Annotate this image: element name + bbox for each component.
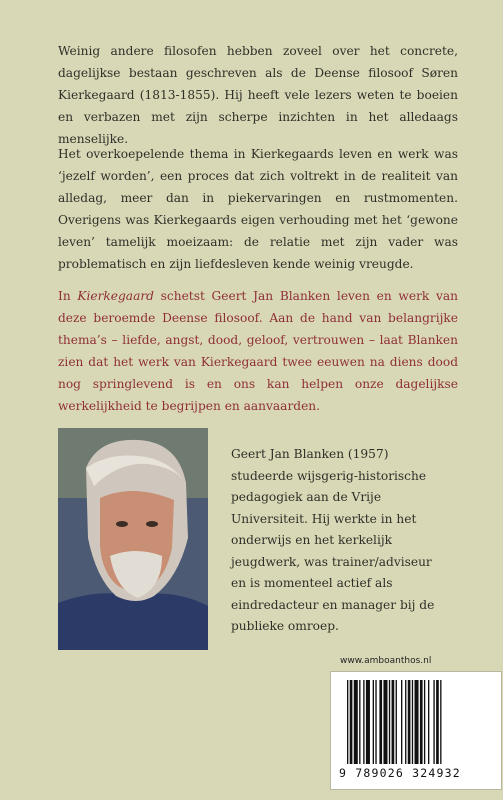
theme-paragraph: Het overkoepelende thema in Kierkegaards leven en werk was ‘jezelf worden’, een proces dat zich voltrekt in de realiteit van alledag, meer dan in piekervaringen en rustmomenten. Overigens was Kierkegaards eigen verhouding met het ‘gewone leven’ tamelijk moeizaam: de relatie met zijn vader was problematisch en zijn liefdesleven kende weinig vreugde. <box>58 147 458 271</box>
barcode <box>330 671 502 790</box>
author-bio: Geert Jan Blanken (1957) studeerde wijsgerig-historische pedagogiek aan de Vrije Universiteit. Hij werkte in het onderwijs en het kerkelijk jeugdwerk, was trainer/adviseur en is momenteel actief als eindredacteur en manager bij de publieke omroep. <box>231 447 435 633</box>
book-title-italic: Kierkegaard <box>77 289 154 303</box>
publisher-website[interactable]: www.amboanthos.nl <box>340 656 432 666</box>
intro-paragraph: Weinig andere filosofen hebben zoveel over het concrete, dagelijkse bestaan geschreven als de Deense filosoof Søren Kierkegaard (1813-1855). Hij heeft vele lezers weten te boeien en verbazen met zijn scherpe inzichten in het alledaags menselijke. <box>58 44 458 146</box>
summary-text: schetst Geert Jan Blanken leven en werk van deze beroemde Deense filosoof. Aan de hand van belangrijke thema’s – liefde, angst, dood, geloof, vertrouwen – laat Blanken zien dat het werk van Kierkegaard twee eeuwen na diens dood nog springlevend is en ons kan helpen onze dagelijkse werkelijkheid te begrijpen en aanvaarden. <box>58 289 458 413</box>
book-summary-paragraph <box>58 285 458 417</box>
barcode-bars <box>347 680 487 764</box>
isbn-number: 9 789026 324932 <box>339 766 461 780</box>
summary-prefix: In <box>58 289 78 303</box>
author-photo <box>58 428 208 650</box>
